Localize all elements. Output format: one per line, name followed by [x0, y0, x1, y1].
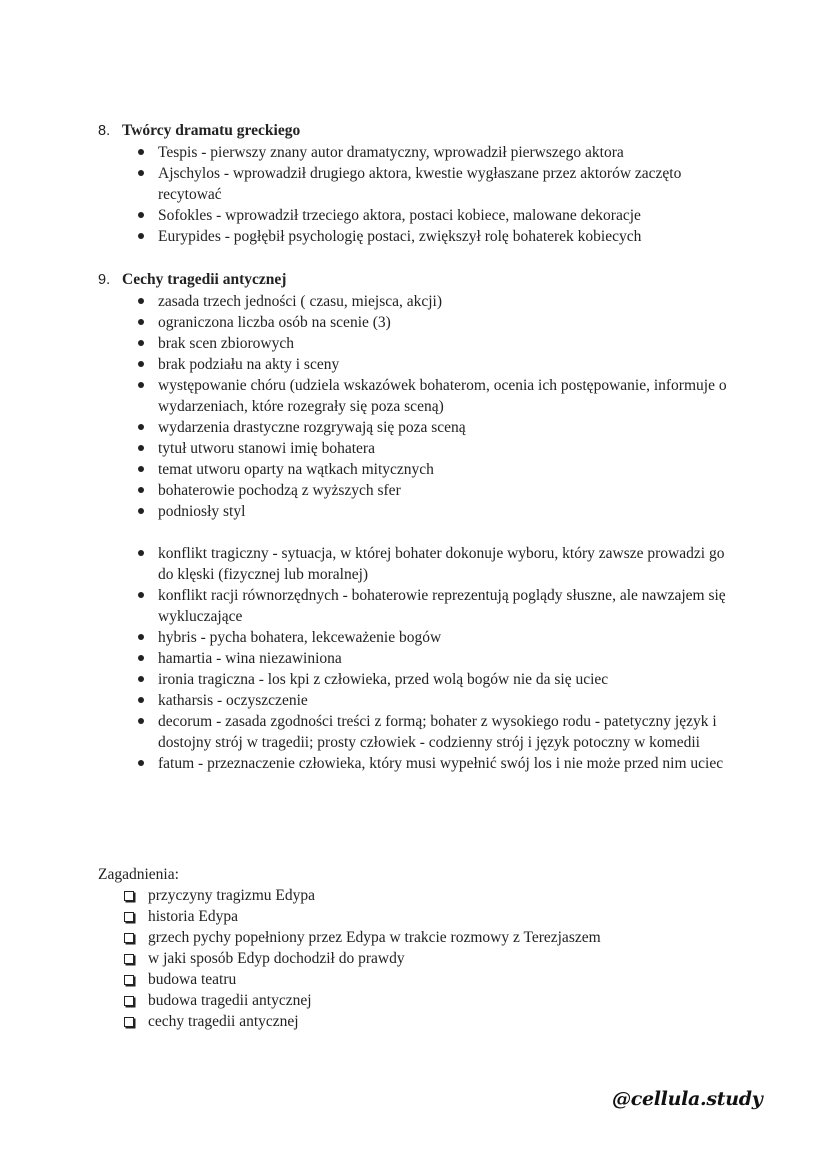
list-item: występowanie chóru (udziela wskazówek bohaterom, ocenia ich postępowanie, informuje o wydarzeniach, które rozegrały się poza sceną): [134, 375, 738, 417]
section-number: 9.: [98, 272, 111, 288]
issues-title: Zagadnienia:: [98, 866, 179, 883]
bullet-icon: [138, 382, 144, 388]
bullet-list: [98, 291, 738, 522]
list-item: ograniczona liczba osób na scenie (3): [134, 312, 738, 333]
section-heading: [98, 269, 738, 291]
bullet-icon: [138, 634, 144, 640]
bullet-icon: [138, 445, 144, 451]
checkbox-list: [98, 885, 738, 1032]
bullet-icon: [138, 550, 144, 556]
list-item: bohaterowie pochodzą z wyższych sfer: [134, 480, 738, 501]
list-item: ironia tragiczna - los kpi z człowieka, przed wolą bogów nie da się uciec: [134, 669, 738, 690]
bullet-icon: [138, 319, 144, 325]
bullet-icon: [138, 487, 144, 493]
list-item: konflikt racji równorzędnych - bohaterowie reprezentują poglądy słuszne, ale nawzajem się wykluczające: [134, 585, 738, 627]
section-title: Twórcy dramatu greckiego: [122, 122, 301, 139]
checklist-item: cechy tragedii antycznej: [122, 1011, 738, 1032]
checklist-item: budowa tragedii antycznej: [122, 990, 738, 1011]
bullet-list: [98, 142, 738, 247]
list-item: katharsis - oczyszczenie: [134, 690, 738, 711]
list-item: fatum - przeznaczenie człowieka, który musi wypełnić swój los i nie może przed nim uciec: [134, 753, 738, 774]
list-item: Ajschylos - wprowadził drugiego aktora, kwestie wygłaszane przez aktorów zaczęto recytować: [134, 163, 738, 205]
section-heading: [98, 120, 738, 142]
bullet-icon: [138, 655, 144, 661]
list-item: hamartia - wina niezawiniona: [134, 648, 738, 669]
spacer: [98, 796, 738, 864]
issues-section: [98, 864, 738, 1032]
list-item: zasada trzech jedności ( czasu, miejsca, akcji): [134, 291, 738, 312]
list-item: tytuł utworu stanowi imię bohatera: [134, 438, 738, 459]
section-creators: [98, 120, 738, 247]
bullet-icon: [138, 212, 144, 218]
checkbox-icon: [124, 1017, 134, 1027]
bullet-icon: [138, 233, 144, 239]
bullet-icon: [138, 170, 144, 176]
document-body: [98, 120, 738, 1032]
bullet-icon: [138, 424, 144, 430]
bullet-icon: [138, 718, 144, 724]
list-item: Eurypides - pogłębił psychologię postaci, zwiększył rolę bohaterek kobiecych: [134, 226, 738, 247]
bullet-icon: [138, 697, 144, 703]
list-item: Sofokles - wprowadził trzeciego aktora, postaci kobiece, malowane dekoracje: [134, 205, 738, 226]
section-features: [98, 269, 738, 774]
list-item: brak podziału na akty i sceny: [134, 354, 738, 375]
list-item: decorum - zasada zgodności treści z formą; bohater z wysokiego rodu - patetyczny język i dostojny strój w tragedii; prosty człowiek - codzienny strój i język potoczny w komedii: [134, 711, 738, 753]
bullet-icon: [138, 508, 144, 514]
bullet-icon: [138, 340, 144, 346]
spacer: [98, 522, 738, 543]
list-item: brak scen zbiorowych: [134, 333, 738, 354]
checklist-item: w jaki sposób Edyp dochodził do prawdy: [122, 948, 738, 969]
checklist-item: grzech pychy popełniony przez Edypa w trakcie rozmowy z Terezjaszem: [122, 927, 738, 948]
checklist-item: budowa teatru: [122, 969, 738, 990]
checklist-item: historia Edypa: [122, 906, 738, 927]
list-item: Tespis - pierwszy znany autor dramatyczny, wprowadził pierwszego aktora: [134, 142, 738, 163]
terms-list: [98, 543, 738, 774]
section-number: 8.: [98, 123, 111, 139]
bullet-icon: [138, 361, 144, 367]
list-item: podniosły styl: [134, 501, 738, 522]
list-item: wydarzenia drastyczne rozgrywają się poza sceną: [134, 417, 738, 438]
author-signature: @cellula.study: [612, 1088, 763, 1110]
bullet-icon: [138, 592, 144, 598]
checkbox-icon: [124, 891, 134, 901]
checkbox-icon: [124, 933, 134, 943]
bullet-icon: [138, 149, 144, 155]
bullet-icon: [138, 298, 144, 304]
checkbox-icon: [124, 954, 134, 964]
checklist-item: przyczyny tragizmu Edypa: [122, 885, 738, 906]
checkbox-icon: [124, 996, 134, 1006]
checkbox-icon: [124, 912, 134, 922]
list-item: temat utworu oparty na wątkach mitycznych: [134, 459, 738, 480]
section-title: Cechy tragedii antycznej: [122, 271, 287, 288]
bullet-icon: [138, 676, 144, 682]
bullet-icon: [138, 466, 144, 472]
list-item: hybris - pycha bohatera, lekceważenie bogów: [134, 627, 738, 648]
checkbox-icon: [124, 975, 134, 985]
bullet-icon: [138, 760, 144, 766]
list-item: konflikt tragiczny - sytuacja, w której bohater dokonuje wyboru, który zawsze prowadzi go do klęski (fizycznej lub moralnej): [134, 543, 738, 585]
